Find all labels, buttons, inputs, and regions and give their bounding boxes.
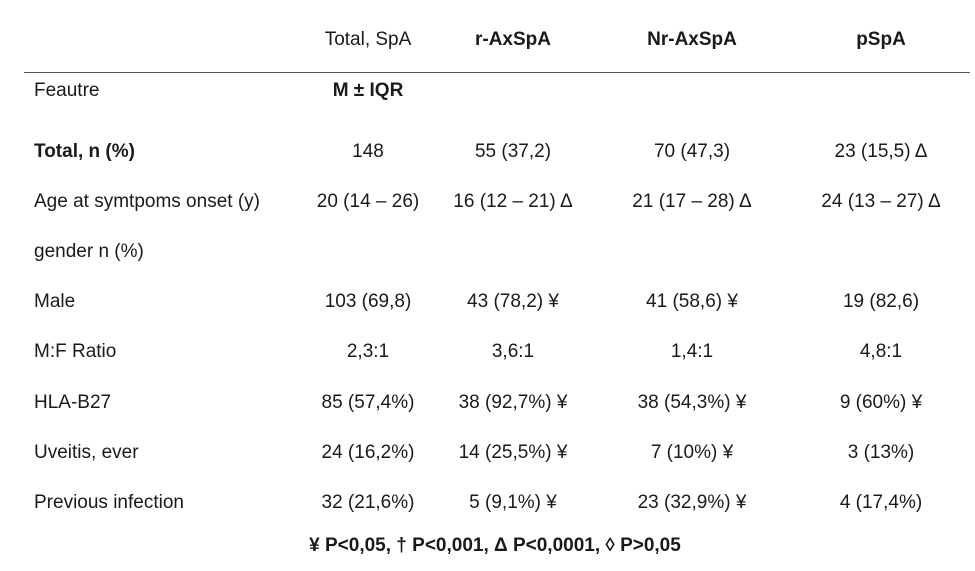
significance-footnote: ¥ P<0,05, † P<0,001, Δ P<0,0001, ◊ P>0,05 (309, 535, 681, 556)
cell-nr-axspa: 41 (58,6) ¥ (646, 291, 738, 312)
cell-nr-axspa: 7 (10%) ¥ (650, 442, 734, 463)
cell-total-spa: 103 (69,8) (324, 291, 412, 312)
cell-r-axspa: 14 (25,5%) ¥ (458, 442, 568, 463)
cell-r-axspa: 5 (9,1%) ¥ (469, 492, 557, 513)
feature-label: Feautre (34, 80, 100, 101)
cell-r-axspa: 38 (92,7%) ¥ (458, 392, 568, 413)
table-row (0, 337, 975, 367)
cell-total-spa: 148 (352, 141, 384, 162)
cell-total-spa: 32 (21,6%) (321, 492, 415, 513)
cell-r-axspa: 3,6:1 (491, 341, 535, 362)
cell-pspa: 24 (13 – 27) Δ (821, 191, 941, 212)
cell-r-axspa: 16 (12 – 21) Δ (453, 191, 573, 212)
cell-nr-axspa: 1,4:1 (670, 341, 714, 362)
table-row (0, 137, 975, 167)
cell-pspa: 3 (13%) (847, 442, 915, 463)
cell-nr-axspa: 23 (32,9%) ¥ (637, 492, 747, 513)
cell-total-spa: 85 (57,4%) (321, 392, 415, 413)
header-r-axspa: r-AxSpA (474, 29, 551, 50)
cell-pspa: 19 (82,6) (842, 291, 920, 312)
row-label: Age at symtpoms onset (y) (34, 191, 260, 212)
header-total-spa: Total, SpA (324, 29, 412, 50)
cell-total-spa (296, 237, 440, 267)
cell-pspa: 4,8:1 (859, 341, 903, 362)
header-nr-axspa: Nr-AxSpA (647, 29, 737, 50)
table-row (0, 237, 975, 267)
table-row (0, 388, 975, 418)
table-row (0, 287, 975, 317)
cell-nr-axspa (600, 237, 784, 267)
header-divider (24, 72, 970, 73)
row-label: gender n (%) (34, 241, 144, 262)
row-label: Previous infection (34, 492, 184, 513)
cell-total-spa: 20 (14 – 26) (316, 191, 420, 212)
cell-r-axspa: 43 (78,2) ¥ (467, 291, 559, 312)
cell-pspa: 9 (60%) ¥ (839, 392, 923, 413)
table-row (0, 438, 975, 468)
table-row (0, 488, 975, 518)
header-pspa: pSpA (856, 29, 906, 50)
row-label: M:F Ratio (34, 341, 117, 362)
row-label: Total, n (%) (34, 141, 135, 162)
cell-nr-axspa: 38 (54,3%) ¥ (637, 392, 747, 413)
cell-total-spa: 2,3:1 (346, 341, 390, 362)
table-row (0, 187, 975, 217)
cell-pspa: 4 (17,4%) (839, 492, 923, 513)
row-label: HLA-B27 (34, 392, 112, 413)
cell-pspa: 23 (15,5) Δ (834, 141, 928, 162)
cell-pspa (800, 237, 962, 267)
cell-r-axspa: 55 (37,2) (474, 141, 552, 162)
subheader-row (0, 76, 975, 106)
cell-nr-axspa: 21 (17 – 28) Δ (632, 191, 752, 212)
row-label: Uveitis, ever (34, 442, 139, 463)
stat-label: M ± IQR (332, 80, 404, 101)
row-label: Male (34, 291, 76, 312)
cell-total-spa: 24 (16,2%) (321, 442, 415, 463)
cell-nr-axspa: 70 (47,3) (653, 141, 731, 162)
cell-r-axspa (440, 237, 586, 267)
